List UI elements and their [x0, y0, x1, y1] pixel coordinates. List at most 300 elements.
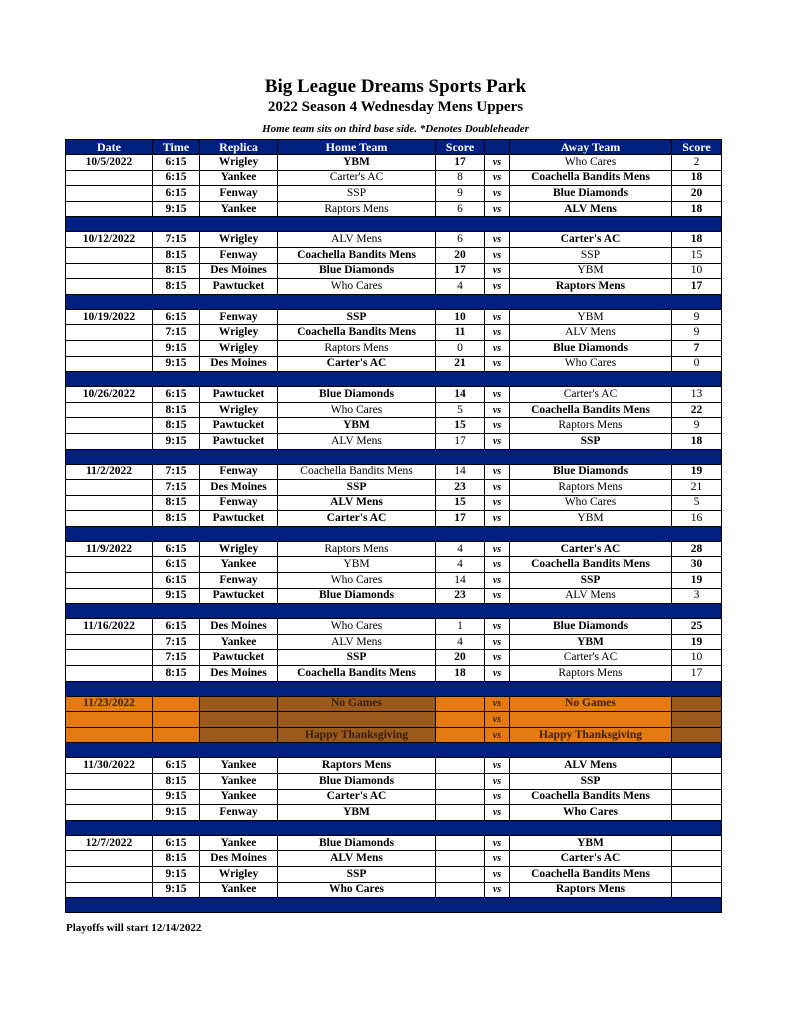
away-score: 15	[672, 247, 722, 263]
vs-label: vs	[485, 805, 510, 821]
vs-label: vs	[485, 619, 510, 635]
vs-label: vs	[485, 480, 510, 496]
holiday-home: Happy Thanksgiving	[278, 727, 436, 743]
game-row	[66, 325, 722, 341]
away-team: Carter's AC	[510, 541, 672, 557]
away-team: Who Cares	[510, 356, 672, 372]
game-row	[66, 170, 722, 186]
game-row	[66, 666, 722, 682]
away-score: 17	[672, 666, 722, 682]
away-team: YBM	[510, 263, 672, 279]
game-replica: Wrigley	[200, 866, 278, 882]
home-score	[436, 882, 485, 898]
game-date: 12/7/2022	[66, 835, 153, 851]
game-row	[66, 279, 722, 295]
home-team: Raptors Mens	[278, 758, 436, 774]
vs-label: vs	[485, 541, 510, 557]
game-row	[66, 634, 722, 650]
away-score: 10	[672, 263, 722, 279]
game-replica: Wrigley	[200, 232, 278, 248]
game-time: 7:15	[153, 634, 200, 650]
away-team: Who Cares	[510, 155, 672, 171]
game-replica: Yankee	[200, 835, 278, 851]
home-score: 20	[436, 650, 485, 666]
game-replica: Fenway	[200, 247, 278, 263]
vs-label: vs	[485, 835, 510, 851]
game-replica: Wrigley	[200, 325, 278, 341]
game-date	[66, 573, 153, 589]
game-row	[66, 774, 722, 790]
home-score: 14	[436, 464, 485, 480]
game-date	[66, 774, 153, 790]
vs-label: vs	[485, 402, 510, 418]
away-score: 13	[672, 387, 722, 403]
away-team: SSP	[510, 573, 672, 589]
away-team: Carter's AC	[510, 387, 672, 403]
home-score: 9	[436, 186, 485, 202]
game-date: 10/5/2022	[66, 155, 153, 171]
away-team: Carter's AC	[510, 232, 672, 248]
game-time: 8:15	[153, 774, 200, 790]
home-team: Coachella Bandits Mens	[278, 666, 436, 682]
home-score: 6	[436, 201, 485, 217]
away-team: Blue Diamonds	[510, 186, 672, 202]
home-team: Who Cares	[278, 619, 436, 635]
separator-bar	[66, 372, 722, 387]
game-time: 9:15	[153, 789, 200, 805]
home-score: 15	[436, 495, 485, 511]
home-team: Who Cares	[278, 882, 436, 898]
week-separator	[66, 898, 722, 913]
home-team: Carter's AC	[278, 170, 436, 186]
home-team: ALV Mens	[278, 495, 436, 511]
vs-label: vs	[485, 247, 510, 263]
away-team: Coachella Bandits Mens	[510, 402, 672, 418]
game-row	[66, 309, 722, 325]
away-team: Raptors Mens	[510, 418, 672, 434]
holiday-away: No Games	[510, 696, 672, 712]
home-score: 4	[436, 634, 485, 650]
away-score: 18	[672, 433, 722, 449]
week-separator	[66, 604, 722, 619]
game-replica: Pawtucket	[200, 511, 278, 527]
holiday-away-score	[672, 727, 722, 743]
holiday-home-score	[436, 696, 485, 712]
col-header-home-score: Score	[436, 140, 485, 155]
game-replica: Wrigley	[200, 541, 278, 557]
game-row	[66, 480, 722, 496]
home-score: 4	[436, 279, 485, 295]
home-team: Carter's AC	[278, 356, 436, 372]
game-replica: Wrigley	[200, 402, 278, 418]
game-date	[66, 402, 153, 418]
game-replica: Yankee	[200, 789, 278, 805]
away-team: Who Cares	[510, 495, 672, 511]
away-team: Blue Diamonds	[510, 464, 672, 480]
home-team: ALV Mens	[278, 851, 436, 867]
home-team: Blue Diamonds	[278, 263, 436, 279]
game-time: 8:15	[153, 851, 200, 867]
game-replica: Fenway	[200, 309, 278, 325]
vs-label: vs	[485, 588, 510, 604]
away-team: Blue Diamonds	[510, 340, 672, 356]
game-row	[66, 464, 722, 480]
away-team: Carter's AC	[510, 650, 672, 666]
game-time: 8:15	[153, 279, 200, 295]
away-score: 18	[672, 232, 722, 248]
game-row	[66, 402, 722, 418]
away-team: YBM	[510, 634, 672, 650]
home-team: Blue Diamonds	[278, 588, 436, 604]
game-date	[66, 588, 153, 604]
home-score: 17	[436, 155, 485, 171]
vs-label: vs	[485, 356, 510, 372]
game-row	[66, 789, 722, 805]
away-team: SSP	[510, 774, 672, 790]
game-time: 9:15	[153, 805, 200, 821]
away-score	[672, 882, 722, 898]
away-score	[672, 835, 722, 851]
game-time: 9:15	[153, 356, 200, 372]
game-date	[66, 247, 153, 263]
game-date	[66, 650, 153, 666]
vs-label: vs	[485, 495, 510, 511]
game-row	[66, 805, 722, 821]
vs-label: vs	[485, 309, 510, 325]
home-team: SSP	[278, 650, 436, 666]
game-row	[66, 356, 722, 372]
separator-bar	[66, 294, 722, 309]
holiday-date	[66, 727, 153, 743]
home-team: YBM	[278, 557, 436, 573]
holiday-replica	[200, 696, 278, 712]
away-score: 22	[672, 402, 722, 418]
home-team: Coachella Bandits Mens	[278, 247, 436, 263]
game-row	[66, 866, 722, 882]
away-score: 17	[672, 279, 722, 295]
vs-label: vs	[485, 666, 510, 682]
vs-label: vs	[485, 186, 510, 202]
separator-bar	[66, 743, 722, 758]
game-row	[66, 155, 722, 171]
game-row	[66, 201, 722, 217]
away-team: Coachella Bandits Mens	[510, 557, 672, 573]
home-score	[436, 851, 485, 867]
away-score: 7	[672, 340, 722, 356]
game-replica: Yankee	[200, 774, 278, 790]
away-score: 20	[672, 186, 722, 202]
away-score: 21	[672, 480, 722, 496]
away-score: 3	[672, 588, 722, 604]
holiday-away	[510, 712, 672, 728]
away-team: ALV Mens	[510, 588, 672, 604]
game-replica: Pawtucket	[200, 418, 278, 434]
away-score: 9	[672, 309, 722, 325]
game-row	[66, 263, 722, 279]
away-team: Raptors Mens	[510, 666, 672, 682]
away-score: 2	[672, 155, 722, 171]
separator-bar	[66, 898, 722, 913]
game-replica: Yankee	[200, 634, 278, 650]
game-date	[66, 634, 153, 650]
home-team: Coachella Bandits Mens	[278, 464, 436, 480]
game-time: 9:15	[153, 882, 200, 898]
game-replica: Yankee	[200, 882, 278, 898]
vs-label: vs	[485, 882, 510, 898]
game-row	[66, 573, 722, 589]
game-row	[66, 232, 722, 248]
col-header-away-team: Away Team	[510, 140, 672, 155]
away-team: YBM	[510, 309, 672, 325]
holiday-home-score	[436, 727, 485, 743]
game-date	[66, 170, 153, 186]
game-replica: Fenway	[200, 495, 278, 511]
col-header-away-score: Score	[672, 140, 722, 155]
vs-label: vs	[485, 155, 510, 171]
game-time: 9:15	[153, 201, 200, 217]
game-date	[66, 480, 153, 496]
game-time: 6:15	[153, 541, 200, 557]
away-score: 28	[672, 541, 722, 557]
game-replica: Wrigley	[200, 340, 278, 356]
col-header-replica: Replica	[200, 140, 278, 155]
vs-label: vs	[485, 758, 510, 774]
vs-label: vs	[485, 557, 510, 573]
game-replica: Yankee	[200, 201, 278, 217]
vs-label: vs	[485, 325, 510, 341]
game-date	[66, 882, 153, 898]
home-team: Raptors Mens	[278, 201, 436, 217]
home-team: Carter's AC	[278, 789, 436, 805]
game-row	[66, 835, 722, 851]
home-team: Who Cares	[278, 402, 436, 418]
game-row	[66, 511, 722, 527]
home-score: 17	[436, 433, 485, 449]
game-date	[66, 805, 153, 821]
away-team: ALV Mens	[510, 325, 672, 341]
home-team: YBM	[278, 418, 436, 434]
separator-bar	[66, 449, 722, 464]
page-subtitle: 2022 Season 4 Wednesday Mens Uppers	[267, 99, 524, 115]
away-score	[672, 789, 722, 805]
game-date: 11/30/2022	[66, 758, 153, 774]
away-score: 30	[672, 557, 722, 573]
home-team: SSP	[278, 866, 436, 882]
game-date	[66, 340, 153, 356]
away-team: Carter's AC	[510, 851, 672, 867]
week-separator	[66, 217, 722, 232]
home-score: 10	[436, 309, 485, 325]
vs-label: vs	[485, 712, 510, 728]
col-header-time: Time	[153, 140, 200, 155]
separator-bar	[66, 820, 722, 835]
home-score	[436, 789, 485, 805]
game-date	[66, 789, 153, 805]
away-score	[672, 866, 722, 882]
game-replica: Des Moines	[200, 666, 278, 682]
away-team: Raptors Mens	[510, 480, 672, 496]
game-row	[66, 882, 722, 898]
game-time: 6:15	[153, 835, 200, 851]
home-team: Who Cares	[278, 279, 436, 295]
holiday-home	[278, 712, 436, 728]
game-row	[66, 433, 722, 449]
game-date: 10/26/2022	[66, 387, 153, 403]
vs-label: vs	[485, 727, 510, 743]
away-score	[672, 851, 722, 867]
vs-label: vs	[485, 774, 510, 790]
home-team: Raptors Mens	[278, 541, 436, 557]
game-time: 9:15	[153, 588, 200, 604]
home-team: SSP	[278, 186, 436, 202]
home-team: Carter's AC	[278, 511, 436, 527]
game-time: 8:15	[153, 418, 200, 434]
game-row	[66, 418, 722, 434]
game-time: 7:15	[153, 650, 200, 666]
away-team: Raptors Mens	[510, 279, 672, 295]
vs-label: vs	[485, 511, 510, 527]
separator-bar	[66, 604, 722, 619]
game-time: 6:15	[153, 573, 200, 589]
game-replica: Des Moines	[200, 263, 278, 279]
away-score: 5	[672, 495, 722, 511]
page-title: Big League Dreams Sports Park	[264, 76, 527, 97]
game-replica: Yankee	[200, 170, 278, 186]
vs-label: vs	[485, 279, 510, 295]
game-replica: Pawtucket	[200, 387, 278, 403]
game-replica: Wrigley	[200, 155, 278, 171]
vs-label: vs	[485, 418, 510, 434]
game-time: 6:15	[153, 186, 200, 202]
game-row	[66, 619, 722, 635]
home-score	[436, 805, 485, 821]
away-score: 9	[672, 418, 722, 434]
holiday-home-score	[436, 712, 485, 728]
holiday-row	[66, 727, 722, 743]
game-date	[66, 495, 153, 511]
game-row	[66, 557, 722, 573]
home-team: ALV Mens	[278, 232, 436, 248]
home-team: ALV Mens	[278, 634, 436, 650]
vs-label: vs	[485, 232, 510, 248]
week-separator	[66, 294, 722, 309]
header-row	[66, 140, 722, 155]
week-separator	[66, 820, 722, 835]
home-score	[436, 866, 485, 882]
game-row	[66, 588, 722, 604]
away-score: 19	[672, 573, 722, 589]
game-time: 6:15	[153, 758, 200, 774]
away-team: YBM	[510, 835, 672, 851]
home-score: 5	[436, 402, 485, 418]
vs-label: vs	[485, 789, 510, 805]
away-score: 19	[672, 464, 722, 480]
vs-label: vs	[485, 433, 510, 449]
game-time: 6:15	[153, 557, 200, 573]
home-team: YBM	[278, 805, 436, 821]
home-score: 14	[436, 387, 485, 403]
game-row	[66, 186, 722, 202]
away-team: Coachella Bandits Mens	[510, 866, 672, 882]
game-replica: Des Moines	[200, 356, 278, 372]
home-team: YBM	[278, 155, 436, 171]
game-time: 8:15	[153, 247, 200, 263]
home-score: 20	[436, 247, 485, 263]
game-replica: Des Moines	[200, 619, 278, 635]
game-replica: Pawtucket	[200, 279, 278, 295]
game-replica: Yankee	[200, 758, 278, 774]
col-header-date: Date	[66, 140, 153, 155]
game-row	[66, 851, 722, 867]
game-date	[66, 851, 153, 867]
vs-label: vs	[485, 340, 510, 356]
game-replica: Fenway	[200, 805, 278, 821]
holiday-away-score	[672, 696, 722, 712]
vs-label: vs	[485, 170, 510, 186]
away-score	[672, 758, 722, 774]
home-score: 11	[436, 325, 485, 341]
home-score: 18	[436, 666, 485, 682]
away-team: Who Cares	[510, 805, 672, 821]
game-time: 6:15	[153, 309, 200, 325]
game-replica: Fenway	[200, 464, 278, 480]
game-date	[66, 433, 153, 449]
holiday-date	[66, 712, 153, 728]
holiday-time	[153, 712, 200, 728]
game-time: 7:15	[153, 232, 200, 248]
game-time: 8:15	[153, 511, 200, 527]
home-score: 17	[436, 511, 485, 527]
away-team: SSP	[510, 247, 672, 263]
home-score	[436, 835, 485, 851]
away-team: Coachella Bandits Mens	[510, 789, 672, 805]
home-score	[436, 774, 485, 790]
home-score: 4	[436, 557, 485, 573]
game-date	[66, 666, 153, 682]
home-score: 17	[436, 263, 485, 279]
game-row	[66, 650, 722, 666]
away-team: ALV Mens	[510, 758, 672, 774]
col-header-vs	[485, 140, 510, 155]
away-score	[672, 805, 722, 821]
away-score: 25	[672, 619, 722, 635]
home-score	[436, 758, 485, 774]
game-replica: Pawtucket	[200, 433, 278, 449]
game-date	[66, 511, 153, 527]
vs-label: vs	[485, 696, 510, 712]
home-team: ALV Mens	[278, 433, 436, 449]
game-date	[66, 263, 153, 279]
playoffs-note: Playoffs will start 12/14/2022	[66, 922, 202, 934]
away-team: SSP	[510, 433, 672, 449]
game-date	[66, 186, 153, 202]
home-team: Blue Diamonds	[278, 835, 436, 851]
away-team: Coachella Bandits Mens	[510, 170, 672, 186]
away-score: 19	[672, 634, 722, 650]
holiday-home: No Games	[278, 696, 436, 712]
schedule-table	[65, 139, 722, 913]
game-time: 6:15	[153, 170, 200, 186]
home-score: 15	[436, 418, 485, 434]
game-replica: Pawtucket	[200, 588, 278, 604]
vs-label: vs	[485, 201, 510, 217]
holiday-date: 11/23/2022	[66, 696, 153, 712]
game-row	[66, 387, 722, 403]
game-date	[66, 557, 153, 573]
holiday-time	[153, 727, 200, 743]
game-time: 8:15	[153, 666, 200, 682]
separator-bar	[66, 217, 722, 232]
